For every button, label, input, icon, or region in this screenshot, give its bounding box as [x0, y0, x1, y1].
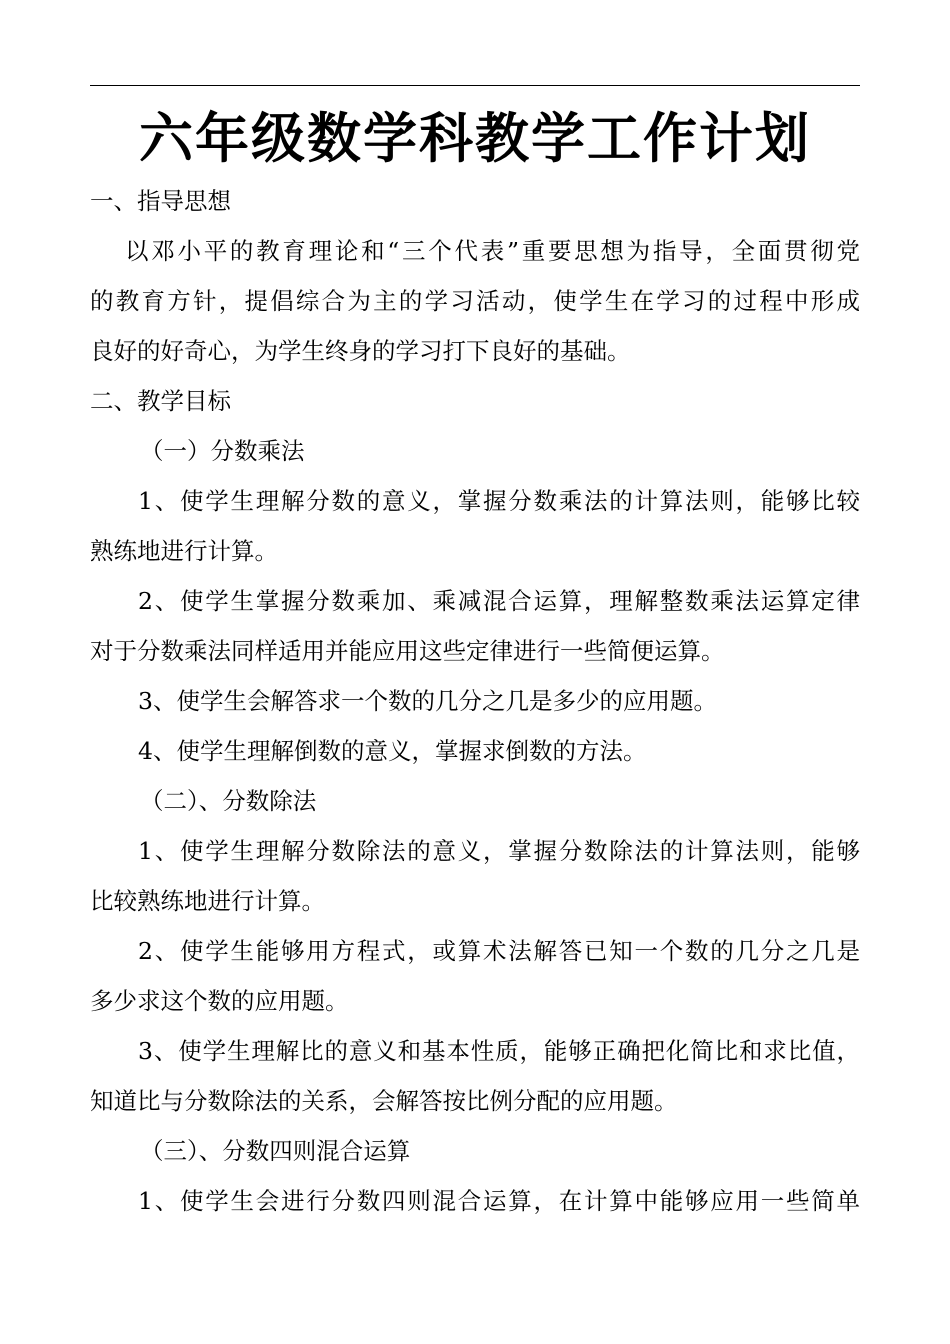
paragraph-line: 的教育方针，提倡综合为主的学习活动，使学生在学习的过程中形成 — [90, 287, 860, 315]
paragraph-line: 比较熟练地进行计算。 — [90, 887, 325, 915]
paragraph-line: 2、使学生能够用方程式，或算术法解答已知一个数的几分之几是 — [138, 937, 860, 965]
paragraph-line: 2、使学生掌握分数乘加、乘减混合运算，理解整数乘法运算定律 — [138, 587, 860, 615]
subsection-heading: （一）分数乘法 — [140, 437, 305, 465]
paragraph-line: 对于分数乘法同样适用并能应用这些定律进行一些简便运算。 — [90, 637, 725, 665]
paragraph-line: 多少求这个数的应用题。 — [90, 987, 349, 1015]
document-body — [90, 176, 860, 1226]
header-rule — [90, 85, 860, 86]
paragraph-line: 以邓小平的教育理论和“三个代表”重要思想为指导，全面贯彻党 — [125, 237, 860, 265]
paragraph-line: 4、使学生理解倒数的意义，掌握求倒数的方法。 — [138, 737, 647, 765]
subsection-heading: （二）、分数除法 — [140, 787, 317, 815]
section-heading: 一、指导思想 — [90, 187, 231, 215]
paragraph-line: 3、使学生理解比的意义和基本性质，能够正确把化简比和求比值， — [138, 1037, 860, 1065]
paragraph-line: 3、使学生会解答求一个数的几分之几是多少的应用题。 — [138, 687, 717, 715]
paragraph-line: 1、使学生理解分数的意义，掌握分数乘法的计算法则，能够比较 — [138, 487, 860, 515]
paragraph-line: 良好的好奇心，为学生终身的学习打下良好的基础。 — [90, 337, 631, 365]
paragraph-line: 知道比与分数除法的关系，会解答按比例分配的应用题。 — [90, 1087, 678, 1115]
section-heading: 二、教学目标 — [90, 387, 231, 415]
paragraph-line: 1、使学生会进行分数四则混合运算，在计算中能够应用一些简单 — [138, 1187, 860, 1215]
document-title: 六年级数学科教学工作计划 — [139, 107, 811, 170]
paragraph-line: 1、使学生理解分数除法的意义，掌握分数除法的计算法则，能够 — [138, 837, 860, 865]
subsection-heading: （三）、分数四则混合运算 — [140, 1137, 411, 1165]
paragraph-line: 熟练地进行计算。 — [90, 537, 278, 565]
